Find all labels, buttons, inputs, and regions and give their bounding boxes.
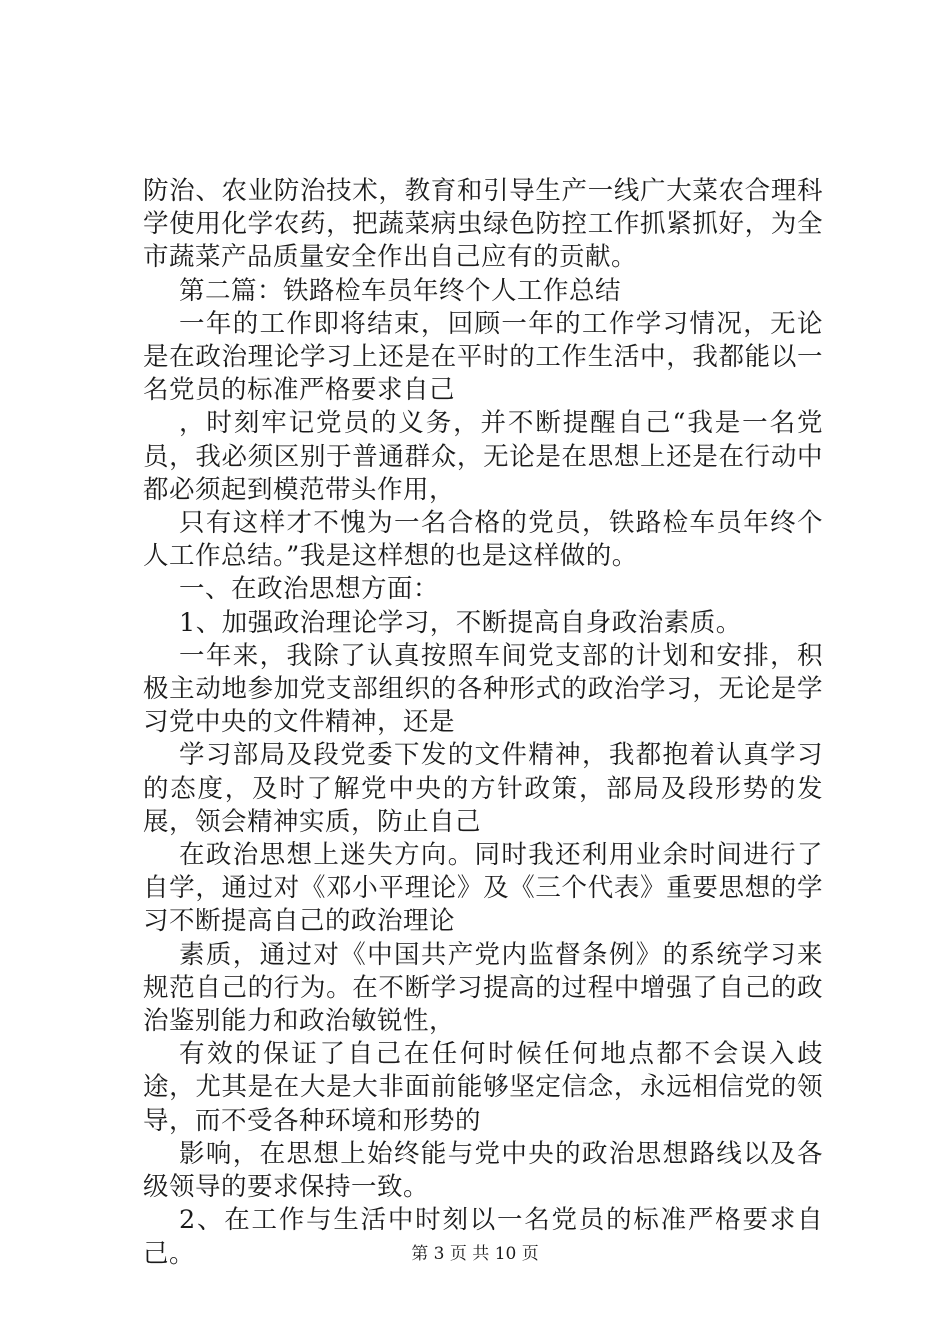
paragraph: ，时刻牢记党员的义务，并不断提醒自己“我是一名党员，我必须区别于普通群众，无论是在思想上还是在行动中都必须起到模范带头作用， [143,408,823,505]
paragraph: 一年来，我除了认真按照车间党支部的计划和安排，积极主动地参加党支部组织的各种形式的政治学习，无论是学习党中央的文件精神，还是 [143,640,823,738]
paragraph: 影响，在思想上始终能与党中央的政治思想路线以及各级领导的要求保持一致。 [143,1138,823,1203]
paragraph: 防治、农业防治技术，教育和引导生产一线广大菜农合理科学使用化学农药，把蔬菜病虫绿色防控工作抓紧抓好，为全市蔬菜产品质量安全作出自己应有的贡献。 [143,176,823,273]
paragraph: 素质，通过对《中国共产党内监督条例》的系统学习来规范自己的行为。在不断学习提高的过程中增强了自己的政治鉴别能力和政治敏锐性， [143,939,823,1037]
subsection-heading: 1、加强政治理论学习，不断提高自身政治素质。 [179,607,742,638]
section-title: 第二篇：铁路检车员年终个人工作总结 [179,275,622,306]
section-heading: 一、在政治思想方面： [179,574,440,605]
document-body [143,175,823,1271]
subsection-heading: 2、在工作与生活中时刻以一名党员的标准严格要求自己。 [143,1205,823,1269]
paragraph: 有效的保证了自己在任何时候任何地点都不会误入歧途，尤其是在大是大非面前能够坚定信念，永远相信党的领导，而不受各种环境和形势的 [143,1039,823,1136]
paragraph: 在政治思想上迷失方向。同时我还利用业余时间进行了自学，通过对《邓小平理论》及《三个代表》重要思想的学习不断提高自己的政治理论 [143,840,823,937]
paragraph: 学习部局及段党委下发的文件精神，我都抱着认真学习的态度，及时了解党中央的方针政策，部局及段形势的发展，领会精神实质，防止自己 [143,740,823,837]
page-number-footer: 第 3 页 共 10 页 [411,1244,539,1264]
paragraph: 只有这样才不愧为一名合格的党员，铁路检车员年终个人工作总结。”我是这样想的也是这样做的。 [143,508,823,572]
paragraph: 一年的工作即将结束，回顾一年的工作学习情况，无论是在政治理论学习上还是在平时的工作生活中，我都能以一名党员的标准严格要求自己 [143,308,823,406]
